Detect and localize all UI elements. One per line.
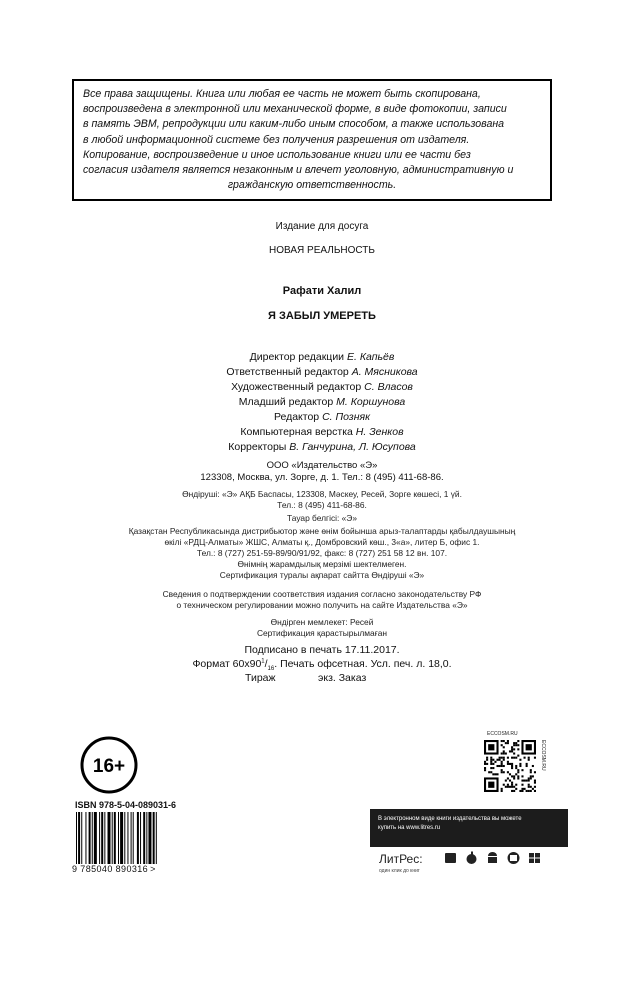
kz-trademark: Тауар белгісі: «Э» bbox=[287, 513, 357, 523]
age-rating-text: 16+ bbox=[92, 756, 126, 777]
qr-module bbox=[528, 790, 530, 792]
qr-module bbox=[509, 750, 511, 752]
qr-module bbox=[503, 740, 505, 742]
qr-module bbox=[515, 784, 517, 786]
qr-module bbox=[494, 773, 496, 775]
barcode-bar bbox=[120, 812, 123, 864]
kz-distributor-phone: Тел.: 8 (727) 251-59-89/90/91/92, факс: 8 (727) 251 58 12 вн. 107. bbox=[196, 548, 448, 558]
qr-module bbox=[513, 742, 515, 744]
qr-module bbox=[496, 773, 498, 775]
barcode-bar bbox=[127, 812, 128, 864]
qr-module bbox=[517, 775, 519, 777]
origin-country: Өндірген мемлекет: Ресей bbox=[270, 617, 374, 627]
qr-module bbox=[532, 788, 534, 790]
litres-tagline: один клик до книг bbox=[379, 868, 420, 874]
kz-phone: Тел.: 8 (495) 411-68-86. bbox=[277, 500, 367, 510]
qr-module bbox=[532, 775, 534, 777]
copyright-line: в любой информационной системе без получения разрешения от издателя. bbox=[83, 133, 470, 146]
qr-module bbox=[507, 763, 509, 765]
qr-module bbox=[501, 757, 503, 759]
qr-module bbox=[513, 775, 515, 777]
barcode-bar bbox=[101, 812, 103, 864]
qr-module bbox=[501, 771, 503, 773]
qr-module bbox=[515, 773, 517, 775]
kz-certification: Сертификация туралы ақпарат сайтта Өндіруші «Э» bbox=[219, 570, 425, 580]
qr-module bbox=[519, 759, 521, 761]
qr-module bbox=[530, 771, 532, 773]
qr-module bbox=[501, 752, 503, 754]
barcode-bar bbox=[89, 812, 91, 864]
qr-module bbox=[503, 784, 505, 786]
qr-module bbox=[486, 763, 488, 765]
qr-module bbox=[515, 744, 517, 746]
qr-module bbox=[511, 784, 513, 786]
qr-module bbox=[526, 744, 532, 750]
litres-logo: ЛитРес: bbox=[379, 852, 423, 866]
qr-module bbox=[499, 757, 501, 759]
staff-director: Директор редакции Е. Капьёв bbox=[249, 351, 395, 363]
qr-module bbox=[507, 777, 509, 779]
barcode-bar bbox=[114, 812, 116, 864]
qr-module bbox=[486, 759, 488, 761]
kz-manufacturer: Өндіруші: «Э» АҚБ Баспасы, 123308, Мәскеу, Ресей, Зорге көшесі, 1 үй. bbox=[182, 489, 462, 499]
qr-module bbox=[526, 763, 528, 765]
qr-module bbox=[519, 765, 521, 767]
litres-banner bbox=[370, 809, 568, 847]
qr-module bbox=[513, 777, 515, 779]
copyright-line: воспроизведена в электронной или механической форме, в виде фотокопии, записи bbox=[83, 103, 507, 116]
book-title: Я ЗАБЫЛ УМЕРЕТЬ bbox=[268, 310, 376, 322]
qr-module bbox=[499, 759, 501, 761]
qr-module bbox=[530, 777, 532, 779]
barcode-bar bbox=[131, 812, 132, 864]
qr-module bbox=[509, 786, 511, 788]
copyright-line: Все права защищены. Книга или любая ее часть не может быть скопирована, bbox=[83, 88, 481, 100]
qr-module bbox=[515, 767, 517, 769]
barcode-bar bbox=[81, 812, 82, 864]
qr-module bbox=[507, 742, 509, 744]
qr-module bbox=[501, 788, 503, 790]
staff-proofreaders: Корректоры В. Ганчурина, Л. Юсупова bbox=[228, 441, 416, 453]
barcode-bar bbox=[108, 812, 111, 864]
qr-module bbox=[501, 740, 503, 742]
qr-module bbox=[505, 780, 507, 782]
qr-module bbox=[515, 765, 517, 767]
qr-module bbox=[503, 757, 505, 759]
qr-module bbox=[521, 775, 523, 777]
qr-module bbox=[490, 763, 492, 765]
barcode-bar bbox=[143, 812, 145, 864]
qr-module bbox=[496, 759, 498, 761]
qr-module bbox=[507, 761, 509, 763]
qr-module bbox=[511, 775, 513, 777]
isbn: ISBN 978-5-04-089031-6 bbox=[75, 800, 177, 810]
qr-module bbox=[511, 765, 513, 767]
qr-module bbox=[503, 750, 505, 752]
qr-module bbox=[505, 786, 507, 788]
qr-module bbox=[534, 790, 536, 792]
qr-module bbox=[521, 780, 523, 782]
barcode-bar bbox=[156, 812, 157, 864]
copyright-notice bbox=[72, 79, 552, 201]
qr-module bbox=[509, 780, 511, 782]
qr-module bbox=[526, 765, 528, 767]
qr-module bbox=[521, 769, 523, 771]
qr-module bbox=[515, 788, 517, 790]
qr-module bbox=[524, 788, 526, 790]
qr-module bbox=[532, 765, 534, 767]
qr-module bbox=[534, 780, 536, 782]
qr-module bbox=[505, 742, 507, 744]
series-name: НОВАЯ РЕАЛЬНОСТЬ bbox=[269, 245, 375, 256]
ru-certification-line: о техническом регулировании можно получить на сайте Издательства «Э» bbox=[176, 600, 468, 610]
litres-banner-line: купить на www.litres.ru bbox=[378, 825, 441, 831]
qr-module bbox=[501, 744, 503, 746]
staff-editor: Редактор С. Позняк bbox=[273, 411, 371, 423]
qr-module bbox=[517, 740, 519, 742]
qr-module bbox=[526, 790, 528, 792]
qr-side-label: ECCOSM.RU bbox=[540, 740, 546, 771]
qr-module bbox=[509, 773, 511, 775]
qr-module bbox=[511, 790, 513, 792]
qr-module bbox=[501, 790, 503, 792]
barcode-digits: 9 785040 890316 > bbox=[72, 864, 156, 874]
publisher-name: ООО «Издательство «Э» bbox=[266, 460, 378, 471]
qr-module bbox=[507, 740, 509, 742]
qr-module bbox=[492, 773, 494, 775]
qr-module bbox=[534, 786, 536, 788]
barcode-bar bbox=[112, 812, 113, 864]
staff-junior-editor: Младший редактор М. Коршунова bbox=[238, 396, 406, 408]
qr-module bbox=[511, 763, 513, 765]
qr-module bbox=[488, 771, 490, 773]
qr-module bbox=[521, 784, 523, 786]
qr-module bbox=[528, 757, 530, 759]
barcode-bar bbox=[76, 812, 77, 864]
edition-type: Издание для досуга bbox=[275, 221, 369, 232]
qr-module bbox=[534, 771, 536, 773]
qr-module bbox=[488, 782, 494, 788]
barcode-bar bbox=[92, 812, 93, 864]
qr-module bbox=[534, 782, 536, 784]
qr-module bbox=[490, 761, 492, 763]
qr-module bbox=[513, 757, 515, 759]
qr-module bbox=[517, 755, 519, 757]
qr-module bbox=[511, 782, 513, 784]
qr-module bbox=[501, 769, 503, 771]
barcode-bar bbox=[148, 812, 151, 864]
qr-module bbox=[519, 790, 521, 792]
qr-module bbox=[517, 748, 519, 750]
barcode-bar bbox=[137, 812, 139, 864]
qr-module bbox=[517, 777, 519, 779]
qr-module bbox=[484, 767, 486, 769]
ru-certification-line: Сведения о подтверждении соответствия издания согласно законодательству РФ bbox=[162, 589, 482, 599]
order-label: экз. Заказ bbox=[318, 672, 367, 684]
qr-module bbox=[513, 748, 515, 750]
qr-module bbox=[521, 790, 523, 792]
barcode-bar bbox=[78, 812, 80, 864]
qr-module bbox=[484, 763, 486, 765]
qr-module bbox=[503, 771, 505, 773]
qr-module bbox=[526, 780, 528, 782]
barcode-bar bbox=[94, 812, 97, 864]
qr-module bbox=[513, 790, 515, 792]
copyright-line: гражданскую ответственность. bbox=[227, 179, 397, 192]
qr-module bbox=[503, 752, 505, 754]
qr-module bbox=[486, 757, 488, 759]
qr-module bbox=[501, 765, 503, 767]
qr-module bbox=[490, 759, 492, 761]
store-icons bbox=[444, 851, 541, 865]
qr-module bbox=[490, 757, 492, 759]
barcode-bar bbox=[104, 812, 105, 864]
qr-module bbox=[530, 790, 532, 792]
qr-module bbox=[530, 786, 532, 788]
qr-module bbox=[511, 786, 513, 788]
qr-module bbox=[501, 763, 503, 765]
qr-module bbox=[509, 763, 511, 765]
windows-logo-icon bbox=[528, 851, 541, 865]
qr-module bbox=[515, 742, 517, 744]
qr-module bbox=[530, 769, 532, 771]
qr-module bbox=[496, 765, 498, 767]
litres-banner-line: В электронном виде книги издательства вы можете bbox=[378, 816, 522, 822]
qr-module bbox=[528, 784, 530, 786]
qr-module bbox=[507, 771, 509, 773]
qr-module bbox=[511, 750, 513, 752]
qr-module bbox=[505, 752, 507, 754]
barcode-bar bbox=[124, 812, 125, 864]
windows-icon bbox=[507, 851, 520, 865]
qr-module bbox=[511, 748, 513, 750]
barcode-bar bbox=[118, 812, 119, 864]
copyright-line: в память ЭВМ, репродукции или каким-либо иным способом, а также использована bbox=[83, 118, 505, 131]
qr-module bbox=[499, 765, 501, 767]
origin-certification: Сертификация қарастырылмаған bbox=[256, 628, 388, 638]
publisher-address: 123308, Москва, ул. Зорге, д. 1. Тел.: 8 (495) 411-68-86. bbox=[200, 472, 444, 483]
barcode-bar bbox=[99, 812, 100, 864]
qr-module bbox=[528, 780, 530, 782]
qr-module bbox=[484, 769, 486, 771]
qr-module bbox=[501, 761, 503, 763]
qr-module bbox=[513, 744, 515, 746]
qr-module bbox=[490, 767, 492, 769]
print-run-label: Тираж bbox=[245, 672, 276, 684]
barcode-bar bbox=[140, 812, 141, 864]
kz-distributor: Қазақстан Республикасында дистрибьютор және өнім бойынша арыз-талаптарды қабылдаушының bbox=[128, 526, 516, 536]
staff-layout: Компьютерная верстка Н. Зенков bbox=[240, 426, 404, 438]
staff-responsible-editor: Ответственный редактор А. Мясникова bbox=[226, 366, 418, 378]
kz-distributor-address: өкілі «РДЦ-Алматы» ЖШС, Алматы қ., Домбровский көш., 3«а», литер Б, офис 1. bbox=[164, 537, 480, 547]
qr-module bbox=[513, 752, 515, 754]
qr-module bbox=[490, 771, 492, 773]
qr-module bbox=[517, 744, 519, 746]
qr-module bbox=[513, 786, 515, 788]
qr-module bbox=[517, 771, 519, 773]
qr-module bbox=[528, 786, 530, 788]
qr-module bbox=[521, 788, 523, 790]
barcode-bar bbox=[85, 812, 86, 864]
apple-icon bbox=[465, 851, 478, 865]
qr-module bbox=[492, 767, 494, 769]
qr-module bbox=[517, 769, 519, 771]
qr-module bbox=[530, 775, 532, 777]
barcode-bar bbox=[133, 812, 134, 864]
qr-module bbox=[511, 767, 513, 769]
author-name: Рафати Халил bbox=[282, 285, 362, 297]
qr-module bbox=[528, 777, 530, 779]
qr-module bbox=[511, 757, 513, 759]
qr-module bbox=[492, 759, 494, 761]
android-icon bbox=[486, 851, 499, 865]
qr-module bbox=[507, 786, 509, 788]
qr-module bbox=[515, 757, 517, 759]
book-icon bbox=[444, 851, 457, 865]
staff-art-editor: Художественный редактор С. Власов bbox=[231, 381, 413, 393]
qr-module bbox=[507, 784, 509, 786]
qr-module bbox=[524, 757, 526, 759]
barcode-bar bbox=[153, 812, 155, 864]
qr-module bbox=[484, 761, 486, 763]
copyright-line: согласия издателя является незаконным и влечет уголовную, административную и bbox=[83, 164, 514, 177]
qr-module bbox=[528, 759, 530, 761]
print-signed: Подписано в печать 17.11.2017. bbox=[244, 644, 400, 656]
qr-code bbox=[484, 740, 536, 792]
qr-module bbox=[524, 780, 526, 782]
qr-module bbox=[534, 757, 536, 759]
barcode bbox=[75, 812, 197, 864]
qr-module bbox=[494, 761, 496, 763]
print-format: Формат $60x90^1/_{16}$. Печать офсетная. Усл. печ. л. 18,0. bbox=[192, 658, 452, 673]
qr-module bbox=[503, 746, 505, 748]
qr-module bbox=[503, 759, 505, 761]
qr-module bbox=[488, 744, 494, 750]
qr-module bbox=[507, 757, 509, 759]
copyright-line: Копирование, воспроизведение и иное использование книги или ее части без bbox=[83, 148, 471, 161]
age-rating-badge bbox=[80, 736, 138, 794]
barcode-bar bbox=[146, 812, 147, 864]
qr-module bbox=[492, 763, 494, 765]
qr-site-label: ECCOSM.RU bbox=[487, 731, 518, 737]
qr-module bbox=[503, 765, 505, 767]
kz-shelf-life: Өнімнің жарамдылық мерзімі шектелмеген. bbox=[237, 559, 407, 569]
qr-module bbox=[519, 763, 521, 765]
qr-module bbox=[511, 746, 513, 748]
